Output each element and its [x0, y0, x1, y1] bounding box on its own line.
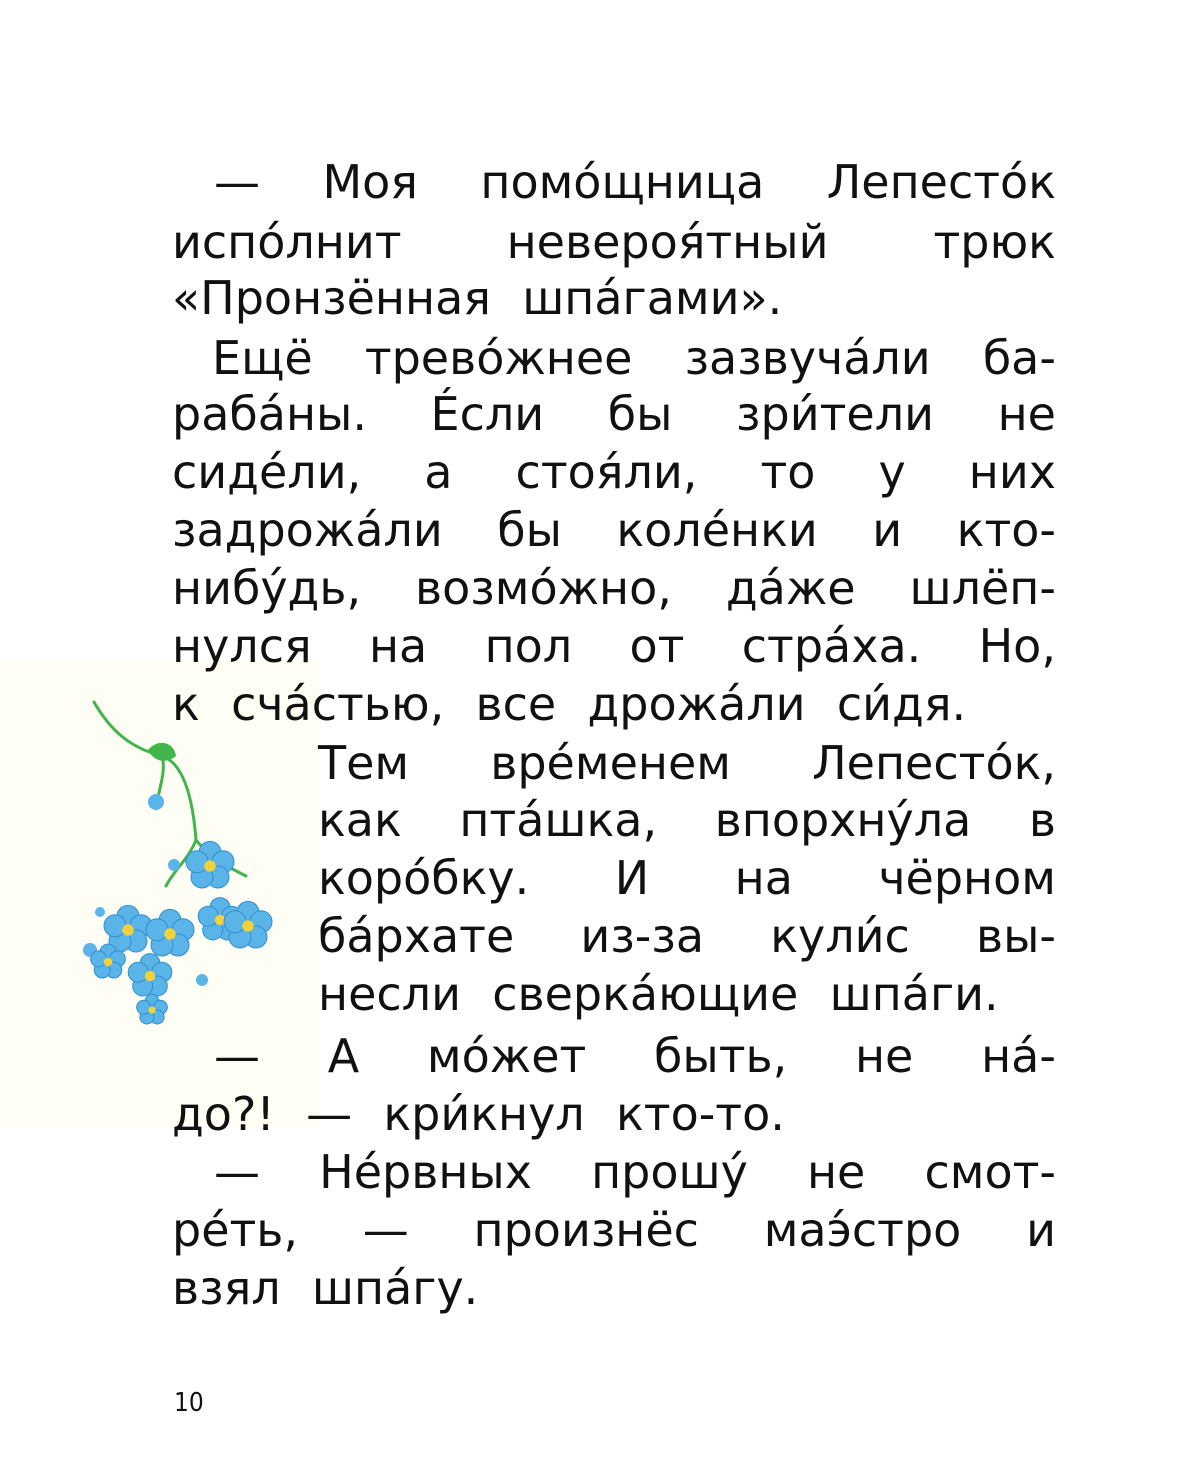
- text-line: [214, 1026, 1056, 1086]
- flower-group: [83, 794, 272, 1024]
- word: маэ́стро: [763, 1203, 962, 1257]
- word: мóжет: [426, 1029, 587, 1083]
- text-line: [172, 268, 1056, 328]
- word: на: [734, 851, 793, 905]
- word: нулся: [172, 619, 312, 673]
- word: возмóжно,: [415, 561, 672, 615]
- word: Лепестóк: [826, 155, 1056, 209]
- word: невероя́тный: [506, 215, 829, 269]
- text-line: [172, 558, 1056, 618]
- word: колéнки: [616, 503, 818, 557]
- word: —: [214, 155, 260, 209]
- text-line: [172, 384, 1056, 444]
- word: —: [306, 1087, 353, 1141]
- word: си́дя.: [836, 677, 967, 731]
- text-line: [318, 848, 1056, 908]
- text-line: [172, 674, 1056, 734]
- side-stem: [158, 756, 163, 798]
- word: помóщница: [480, 155, 765, 209]
- text-line: [172, 1258, 1056, 1318]
- word: кто-: [956, 503, 1056, 557]
- text-line: [318, 733, 1056, 793]
- word: кри́кнул: [383, 1087, 585, 1141]
- word: как: [318, 793, 402, 847]
- word: шпáгами».: [522, 271, 783, 325]
- text-line: [214, 1142, 1056, 1202]
- word: Нéрвных: [319, 1145, 532, 1199]
- word: кто-то.: [615, 1087, 785, 1141]
- word: врéменем: [490, 736, 731, 790]
- word: дáже: [725, 561, 856, 615]
- leaf: [148, 743, 176, 761]
- text-line: [172, 212, 1056, 272]
- word: —: [214, 1145, 260, 1199]
- text-line: [172, 500, 1056, 560]
- word: нá-: [981, 1029, 1056, 1083]
- word: Но,: [978, 619, 1056, 673]
- word: не: [854, 1029, 914, 1083]
- text-line: [318, 906, 1056, 966]
- word: не: [806, 1145, 866, 1199]
- word: —: [214, 1029, 260, 1083]
- word: и: [1026, 1203, 1056, 1257]
- word: до?!: [172, 1087, 275, 1141]
- word: зри́тели: [736, 387, 934, 441]
- word: в: [1028, 793, 1056, 847]
- word: трюк: [933, 215, 1056, 269]
- text-line: [172, 616, 1056, 676]
- flower-bud: [196, 974, 208, 986]
- word: них: [968, 445, 1056, 499]
- word: Лепестóк,: [812, 736, 1056, 790]
- word: смот-: [924, 1145, 1056, 1199]
- flower-bud: [148, 794, 164, 810]
- word: прошý: [591, 1145, 748, 1199]
- text-line: [172, 1200, 1056, 1260]
- word: взял: [172, 1261, 281, 1315]
- text-line: [214, 152, 1056, 212]
- word: Тем: [318, 736, 410, 790]
- word: нибýдь,: [172, 561, 362, 615]
- word: задрожáли: [172, 503, 443, 557]
- word: А: [327, 1029, 360, 1083]
- word: бы: [607, 387, 673, 441]
- word: и: [872, 503, 903, 557]
- page-number: 10: [174, 1388, 204, 1418]
- text-line: [318, 790, 1056, 850]
- word: испóлнит: [172, 215, 402, 269]
- word: все: [475, 677, 557, 731]
- word: кули́с: [770, 909, 910, 963]
- word: несли: [318, 967, 461, 1021]
- word: —: [362, 1203, 409, 1257]
- word: счáстью,: [231, 677, 445, 731]
- word: И: [614, 851, 650, 905]
- word: Ещё: [212, 331, 313, 385]
- word: рéть,: [172, 1203, 299, 1257]
- flower-bud: [168, 859, 180, 871]
- forget-me-not-illustration: [70, 690, 290, 1030]
- word: произнёс: [473, 1203, 699, 1257]
- word: шпáгу.: [311, 1261, 479, 1315]
- word: пол: [484, 619, 573, 673]
- word: бáрхате: [318, 909, 515, 963]
- forget-me-not-flower: [146, 909, 194, 956]
- word: тревóжнее: [364, 331, 633, 385]
- word: Éсли: [430, 387, 545, 441]
- word: стоя́ли,: [515, 445, 698, 499]
- word: рабáны.: [172, 387, 367, 441]
- word: шпáги.: [829, 967, 999, 1021]
- word: ба-: [982, 331, 1056, 385]
- word: сидéли,: [172, 445, 362, 499]
- word: сверкáющие: [492, 967, 799, 1021]
- text-line: [212, 328, 1056, 388]
- word: к: [172, 677, 200, 731]
- word: вы-: [975, 909, 1056, 963]
- word: от: [629, 619, 685, 673]
- text-line: [172, 1084, 1056, 1144]
- word: не: [997, 387, 1056, 441]
- word: впорхнýла: [714, 793, 972, 847]
- forget-me-not-flower: [137, 994, 168, 1024]
- word: стрáха.: [741, 619, 922, 673]
- word: чёрном: [878, 851, 1056, 905]
- word: дрожáли: [587, 677, 806, 731]
- text-line: [318, 964, 1056, 1024]
- word: корóбку.: [318, 851, 530, 905]
- word: Моя: [322, 155, 418, 209]
- word: быть,: [654, 1029, 788, 1083]
- word: зазвучáли: [684, 331, 931, 385]
- word: а: [424, 445, 453, 499]
- text-line: [172, 442, 1056, 502]
- word: «Пронзённая: [172, 271, 491, 325]
- word: шлёп-: [909, 561, 1056, 615]
- word: из-за: [580, 909, 705, 963]
- word: на: [368, 619, 428, 673]
- flower-bud: [95, 907, 105, 917]
- word: бы: [497, 503, 562, 557]
- word: то: [760, 445, 816, 499]
- forget-me-not-flower: [128, 954, 172, 996]
- word: у: [878, 445, 906, 499]
- word: птáшка,: [459, 793, 658, 847]
